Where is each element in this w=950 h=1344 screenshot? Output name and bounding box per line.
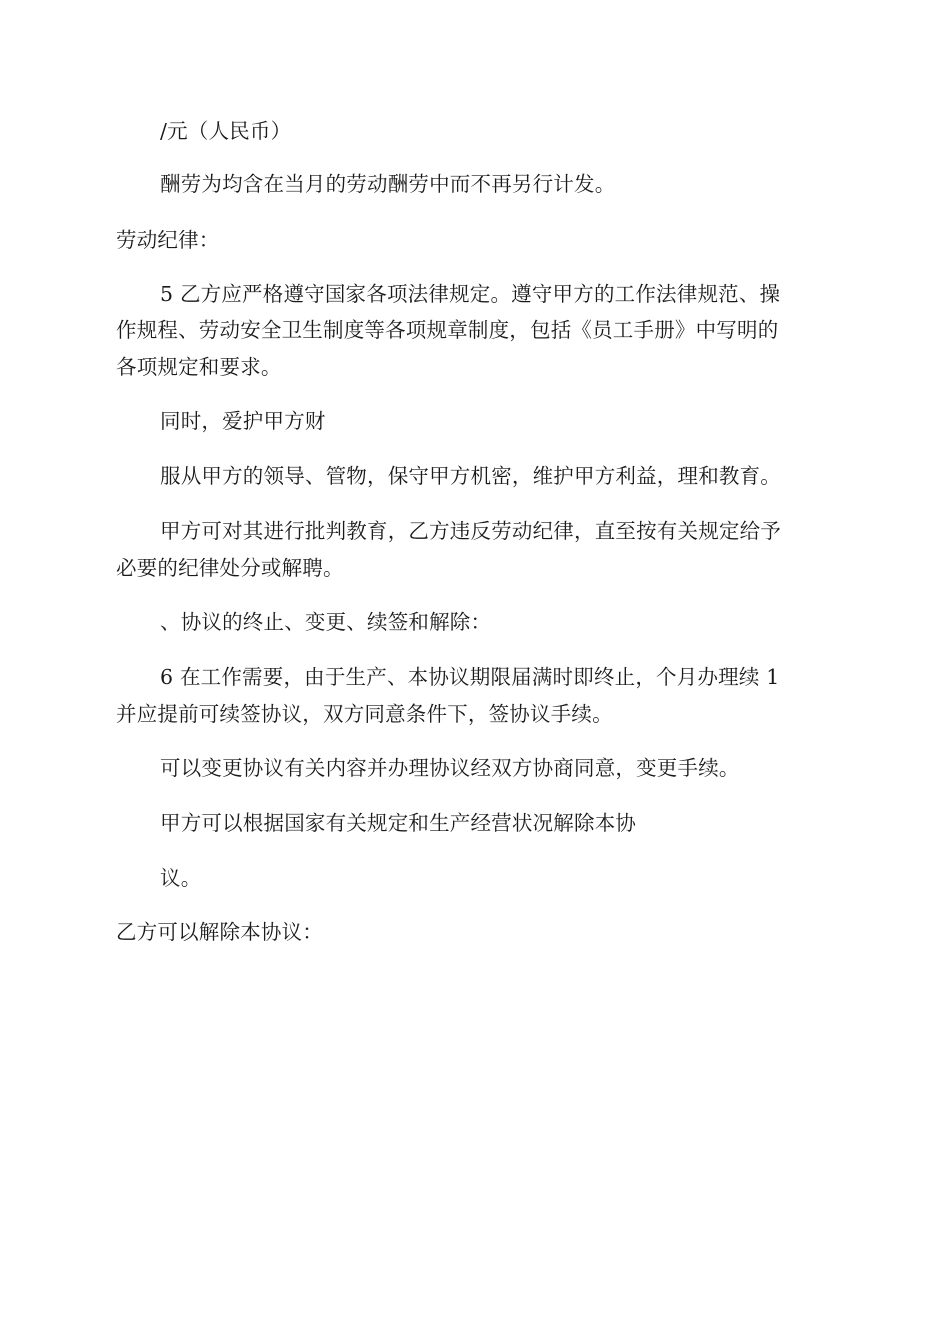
text-line-clause-5-cont: 作规程、劳动安全卫生制度等各项规章制度，包括《员工手册》中写明的: [116, 318, 779, 342]
text-line-obey-leadership: 服从甲方的领导、管物，保守甲方机密，维护甲方利益，理和教育。: [160, 464, 781, 488]
text-line-protect-property: 同时，爱护甲方财: [160, 409, 326, 433]
text-line-clause-5-end: 各项规定和要求。: [116, 355, 282, 379]
text-line-currency: /元（人民币）: [160, 119, 292, 143]
text-line-clause-6-cont: 并应提前可续签协议，双方同意条件下，签协议手续。: [116, 702, 613, 726]
text-line-clause-6: 6 在工作需要，由于生产、本协议期限届满时即终止，个月办理续 1: [160, 665, 780, 689]
text-line-party-a-terminate: 甲方可以根据国家有关规定和生产经营状况解除本协: [160, 811, 637, 835]
text-line-criticism: 甲方可对其进行批判教育，乙方违反劳动纪律，直至按有关规定给予: [160, 519, 781, 543]
text-line-clause-5: 5 乙方应严格遵守国家各项法律规定。遵守甲方的工作法律规范、操: [160, 282, 781, 306]
text-line-criticism-cont: 必要的纪律处分或解聘。: [116, 556, 344, 580]
text-line-party-a-terminate-end: 议。: [160, 866, 202, 890]
text-line-party-b-terminate: 乙方可以解除本协议：: [116, 920, 323, 944]
text-line-change-agreement: 可以变更协议有关内容并办理协议经双方协商同意，变更手续。: [160, 756, 740, 780]
text-line-remuneration: 酬劳为均含在当月的劳动酬劳中而不再另行计发。: [160, 172, 616, 196]
section-heading-labor-discipline: 劳动纪律：: [116, 228, 220, 252]
section-heading-termination: 、协议的终止、变更、续签和解除：: [160, 610, 492, 634]
